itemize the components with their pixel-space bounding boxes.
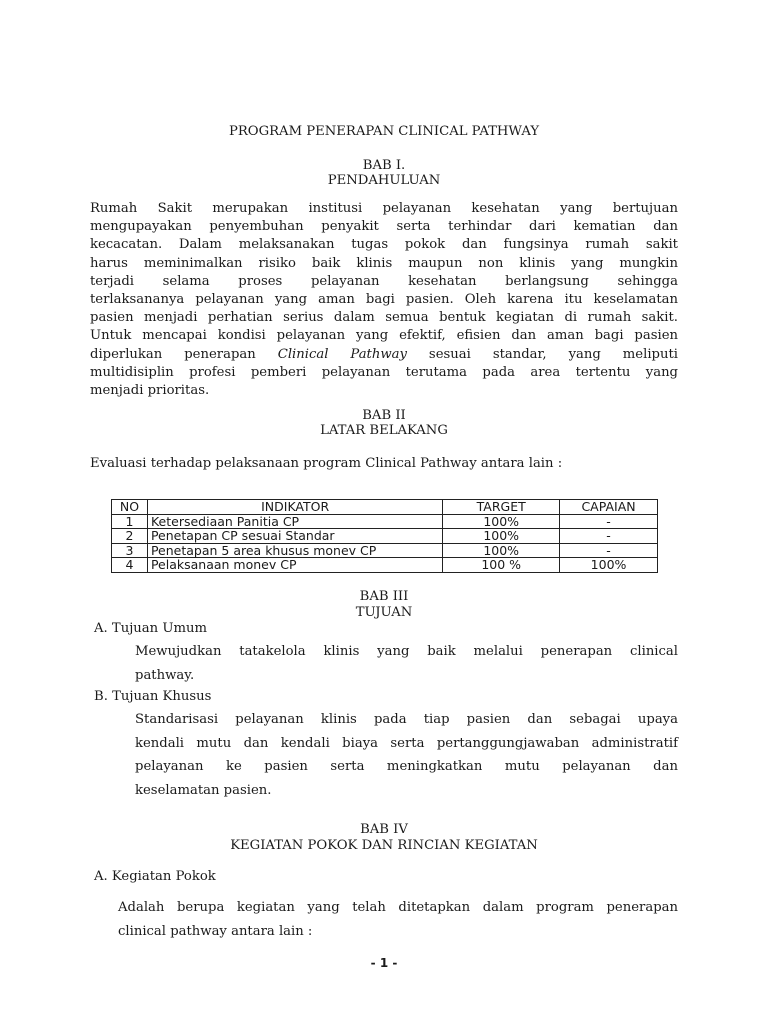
bab3-section-b-heading [94,689,211,704]
bab1-line9-post: sesuai standar, yang meliputi [406,346,678,362]
bab1-line: multidisiplin profesi pemberi pelayanan terutama pada area tertentu yang [90,364,678,380]
table-cell-indikator: Ketersediaan Panitia CP [147,514,442,529]
bab3-a-label: A. [94,621,108,636]
table-row [112,543,658,558]
document-title: PROGRAM PENERAPAN CLINICAL PATHWAY [228,124,540,139]
bab4-section-a-heading [94,869,216,884]
bab1-line: terlaksananya pelayanan yang aman bagi pasien. Oleh karena itu keselamatan [90,292,678,308]
table-cell-capaian: - [560,514,658,529]
table-cell-no: 3 [112,543,148,558]
page-number: - 1 - [370,956,398,970]
bab1-line9-pre: diperlukan penerapan [90,346,278,362]
table-header-row [112,500,658,515]
bab3-b-title: Tujuan Khusus [112,689,212,704]
bab3-section-a-heading [94,621,207,636]
bab3-b-line: pelayanan ke pasien serta meningkatkan mutu pelayanan dan [135,759,678,774]
bab4-number: BAB IV [360,822,408,837]
table-header-target: TARGET [443,500,560,515]
table-cell-indikator: Pelaksanaan monev CP [147,558,442,573]
indicator-table [111,499,658,573]
bab4-a-title: Kegiatan Pokok [111,869,216,884]
bab1-line: Untuk mencapai kondisi pelayanan yang efektif, efisien dan aman bagi pasien [90,328,678,344]
table-row [112,529,658,544]
bab3-title: TUJUAN [355,605,413,620]
table-row [112,514,658,529]
bab1-line-with-emphasis [90,346,678,364]
bab1-line: Rumah Sakit merupakan institusi pelayanan kesehatan yang bertujuan [90,201,678,216]
table-cell-target: 100% [443,543,560,558]
table-cell-capaian: - [560,543,658,558]
bab2-intro: Evaluasi terhadap pelaksanaan program Clinical Pathway antara lain : [90,456,563,471]
bab1-line: mengupayakan penyembuhan penyakit serta terhindar dari kematian dan [90,219,678,235]
bab3-section-b-text [135,708,678,802]
table-header-capaian: CAPAIAN [560,500,658,515]
table-header-indikator: INDIKATOR [147,500,442,515]
bab3-b-line: Standarisasi pelayanan klinis pada tiap pasien dan sebagai upaya [135,712,678,727]
bab1-number: BAB I. [362,158,406,173]
table-cell-indikator: Penetapan 5 area khusus monev CP [147,543,442,558]
table-row [112,558,658,573]
bab1-line: harus meminimalkan risiko baik klinis maupun non klinis yang mungkin [90,255,678,271]
table-cell-no: 4 [112,558,148,573]
table-cell-capaian: 100% [560,558,658,573]
bab3-section-a-text [135,640,678,687]
bab1-line: terjadi selama proses pelayanan kesehatan berlangsung sehingga [90,273,678,289]
bab4-line: clinical pathway antara lain : [118,923,313,939]
bab3-b-label: B. [94,689,108,704]
bab2-number: BAB II [362,408,406,423]
table-cell-no: 2 [112,529,148,544]
bab3-a-line: pathway. [135,667,195,683]
bab4-section-a-text [118,896,678,943]
table-cell-target: 100% [443,514,560,529]
bab2-title: LATAR BELAKANG [320,423,448,438]
clinical-pathway-emphasis: Clinical Pathway [277,346,407,362]
bab4-title: KEGIATAN POKOK DAN RINCIAN KEGIATAN [230,838,538,853]
table-header-no: NO [112,500,148,515]
table-cell-target: 100 % [443,558,560,573]
bab3-b-line: keselamatan pasien. [135,782,272,798]
bab4-line: Adalah berupa kegiatan yang telah ditetapkan dalam program penerapan [118,900,678,915]
table-cell-target: 100% [443,529,560,544]
table-cell-no: 1 [112,514,148,529]
bab1-line: kecacatan. Dalam melaksanakan tugas pokok dan fungsinya rumah sakit [90,237,678,253]
bab3-a-title: Tujuan Umum [111,621,207,636]
bab3-b-line: kendali mutu dan kendali biaya serta pertanggungjawaban administratif [135,735,678,751]
bab4-a-label: A. [94,869,108,884]
table-cell-indikator: Penetapan CP sesuai Standar [147,529,442,544]
bab1-title: PENDAHULUAN [327,173,441,188]
bab1-line: menjadi prioritas. [90,383,210,399]
bab3-a-line: Mewujudkan tatakelola klinis yang baik melalui penerapan clinical [135,644,678,659]
bab1-paragraph [90,200,678,400]
bab1-line: pasien menjadi perhatian serius dalam semua bentuk kegiatan di rumah sakit. [90,310,678,326]
table-cell-capaian: - [560,529,658,544]
bab3-number: BAB III [359,589,409,604]
